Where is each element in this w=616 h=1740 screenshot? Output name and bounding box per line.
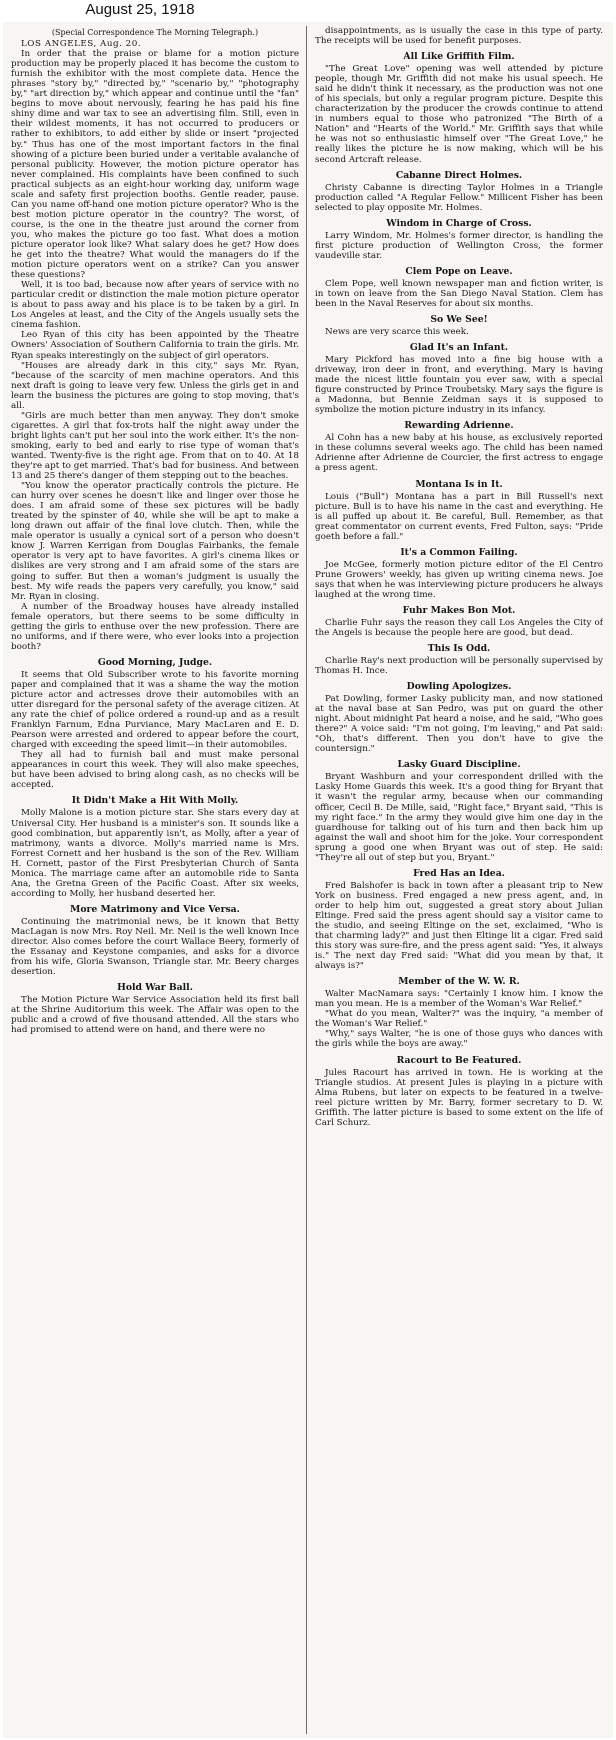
article-heading: Rewarding Adrienne. bbox=[404, 420, 514, 432]
article-paragraph: Al Cohn has a new baby at his house, as exclusively reported in these columns several weeks ago. The child has been named Adrienne after Adrienne de Courcier, the first actress to engage a press agent. bbox=[315, 433, 603, 474]
dateline-paragraph bbox=[11, 39, 299, 49]
article-heading: Windom in Charge of Cross. bbox=[386, 217, 532, 229]
article-heading: It Didn't Make a Hit With Molly. bbox=[71, 795, 239, 807]
article-heading: Good Morning, Judge. bbox=[97, 656, 213, 668]
article-paragraph: Pat Dowling, former Lasky publicity man, and now stationed at the naval base at San Pedro, was put on guard the other night. About midnight Pat heard a noise, and he said, "Who goes there?" A voice said: "I'm not going, I'm leaving," and Pat said: "Oh, that's different. Then you don't have to give the countersign." bbox=[315, 694, 603, 755]
article-paragraph: News are very scarce this week. bbox=[325, 326, 469, 337]
left-column-articles bbox=[11, 49, 299, 1035]
article-paragraph: It seems that Old Subscriber wrote to his favorite morning paper and complained that it was a shame the way the motion picture actor and actresses drove their automobiles with an utter disregard for the personal safety of the average citizen. At any rate the chief of police ordered a round-up and as a result Franklyn Farnum, Edna Purviance, Mary MacLaren and E. D. Pearson were arrested and ordered to appear before the court, charged with exceeding the speed limit—in their automobiles. bbox=[11, 669, 299, 751]
article-paragraph: "Houses are already dark in this city," says Mr. Ryan, "because of the scarcity of men machine operators. And this next draft is going to leave very few. Unless the girls get in and learn the business the pictures are going to stop moving, that's all. bbox=[11, 360, 299, 411]
article-heading: Dowling Apologizes. bbox=[406, 681, 512, 693]
article-paragraph: "The Great Love" opening was well attended by picture people, though Mr. Griffith did not make his usual speech. He said he didn't think it necessary, as the production was not one of his specials, but only a regular program picture. Despite this characterization by the producer the crowds continue to attend in numbers equal to those who patronized "The Birth of a Nation" and "Hearts of the World." Mr. Griffith says that while he was not so enthusiastic himself over "The Great Love," he really likes the picture he is now making, which will be his second Artcraft release. bbox=[315, 64, 603, 165]
article-heading: Fuhr Makes Bon Mot. bbox=[402, 604, 516, 616]
article-member-of-the-w-w-r bbox=[315, 976, 603, 1049]
article-heading: Lasky Guard Discipline. bbox=[397, 759, 521, 771]
article-paragraph: The Motion Picture War Service Association held its first ball at the Shrine Auditorium this week. The Affair was open to the public and a crowd of five thousand attended. All the stars who had promised to attend were on hand, and there were no bbox=[11, 995, 299, 1036]
article-heading: Glad It's an Infant. bbox=[409, 342, 509, 354]
article-fred-has-an-idea bbox=[315, 868, 603, 971]
article-paragraph: Bryant Washburn and your correspondent drilled with the Lasky Home Guards this week. It's a good thing for Bryant that it wasn't the regular army, because when our commanding officer, Cecil B. De Mille, said, "Right face," Bryant said, "This is my right face." In the army they would give him one day in the guardhouse for talking out of his turn and then back him up against the wall and shoot him for the joke. Your correspondent sprung a good one when Bryant was out of step. He said: "They're all out of step but you, Bryant." bbox=[315, 772, 603, 863]
article-heading: Clem Pope on Leave. bbox=[405, 265, 513, 277]
article-continuation bbox=[315, 26, 603, 46]
article-paragraph: disappointments, as is usually the case in this type of party. The receipts will be used for benefit purposes. bbox=[315, 26, 603, 47]
article-heading: So We See! bbox=[430, 313, 488, 325]
article-heading: More Matrimony and Vice Versa. bbox=[70, 903, 240, 915]
article-paragraph: Clem Pope, well known newspaper man and fiction writer, is in town on leave from the San Diego Naval Station. Clem has been in the Naval Reserves for about six months. bbox=[315, 278, 603, 309]
correspondence-credit: (Special Correspondence The Morning Telegraph.) bbox=[51, 28, 259, 37]
article-paragraph: Molly Malone is a motion picture star. She stars every day at Universal City. Her husband is a minister's son. It sounds like a good combination, but apparently isn't, as Molly, after a year of matrimony, wants a divorce. Molly's married name is Mrs. Forrest Cornett and her husband is the son of the Rev. William H. Cornett, pastor of the First Presbyterian Church of Santa Monica. The marriage came after an automobile ride to Santa Ana, the Gretna Green of the Pacific Coast. After six weeks, according to Molly, her husband deserted her. bbox=[11, 808, 299, 899]
article-glad-it-s-an-infant bbox=[315, 342, 603, 415]
article-fuhr-makes-bon-mot bbox=[315, 605, 603, 638]
article-this-is-odd bbox=[315, 643, 603, 676]
article-paragraph: Charlie Ray's next production will be personally supervised by Thomas H. Ince. bbox=[315, 656, 603, 677]
article-continuation bbox=[11, 49, 299, 652]
article-paragraph: Christy Cabanne is directing Taylor Holmes in a Triangle production called "A Regular Fellow." Millicent Fisher has been selected to play opposite Mr. Holmes. bbox=[315, 182, 603, 213]
article-heading: It's a Common Failing. bbox=[400, 546, 518, 558]
article-paragraph: Continuing the matrimonial news, be it known that Betty MacLagan is now Mrs. Roy Neil. Mr. Neil is the well known Ince director. Also comes before the court Wallace Beery, formerly of the Essanay and Keystone companies, and asks for a divorce from his wife, Gloria Swanson, Triangle star. Mr. Beery charges desertion. bbox=[11, 916, 299, 978]
article-paragraph: Well, it is too bad, because now after years of service with no particular credit or distinction the male motion picture operator is about to pass away and his place is to be taken by a girl. In Los Angeles at least, and the City of the Angels usually sets the cinema fashion. bbox=[11, 280, 299, 331]
article-hold-war-ball bbox=[11, 982, 299, 1035]
article-good-morning-judge bbox=[11, 657, 299, 791]
article-heading: Member of the W. W. R. bbox=[398, 976, 520, 988]
column-divider bbox=[306, 26, 307, 1734]
article-more-matrimony-and-vice-versa bbox=[11, 904, 299, 977]
article-heading: All Like Griffith Film. bbox=[403, 51, 515, 63]
article-paragraph: Walter MacNamara says: "Certainly I know him. I know the man you mean. He is a member of the Woman's War Relief." bbox=[315, 989, 603, 1010]
article-clem-pope-on-leave bbox=[315, 266, 603, 309]
article-paragraph: Fred Balshofer is back in town after a pleasant trip to New York on business. Fred engaged a new press agent, and, in order to help him out, suggested a great story about Julian Eltinge. Fred said the press agent should say a visitor came to the studio, and seeing Eltinge on the set, exclaimed, "Who is that charming lady?" and just then Eltinge lit a cigar. Fred said this story was sure-fire, and the press agent said: "Yes, it always is." The next day Fred said: "What did you mean by that, it always is?" bbox=[315, 880, 603, 972]
article-cabanne-direct-holmes bbox=[315, 170, 603, 213]
article-paragraph: Louis ("Bull") Montana has a part in Bill Russell's next picture. Bull is to have his name in the cast and everything. He is all puffed up about it. Be careful, Bull. Remember, as that great commentator on current events, Fred Fulton, says: "Pride goeth before a fall." bbox=[315, 491, 603, 542]
article-paragraph: In order that the praise or blame for a motion picture production may be properly placed it has become the custom to furnish the exhibitor with the most complete data. Hence the phrases "story by," "directed by," "scenario by," "photography by," "art direction by," which appear and continue until the "fan" begins to move about nervously, fearing he has paid his fine shiny dime and war tax to see an advertising film. Still, even in their wildest moments, it has not occurred to producers or rather to exhibitors, to add either by slide or insert "projected by." Thus has one of the most important factors in the final showing of a picture been buried under a veritable avalanche of personal publicity. However, the motion picture operator has never complained. His complaints have been confined to such practical subjects as an eight-hour working day, uniform wage scale and safety first projection booths. Gentle reader, pause. Can you name off-hand one motion picture operator? Who is the best motion picture operator in the country? The worst, of course, is the one in the theatre just around the corner from you, who makes the picture go too fast. What does a motion picture operator look like? What salary does he get? How does he get into the theatre? What would the managers do if the motion picture operators went on a strike? Can you answer these questions? bbox=[11, 49, 299, 281]
article-it-s-a-common-failing bbox=[315, 547, 603, 600]
article-so-we-see bbox=[315, 314, 603, 337]
article-heading: Cabanne Direct Holmes. bbox=[395, 169, 523, 181]
article-paragraph: "You know the operator practically controls the picture. He can hurry over scenes he doesn't like and linger over those he does. I am afraid some of these sex pictures will be badly treated by the spinster of 40, while she will be apt to make a long drawn out affair of the final love clutch. Then, while the male operator is usually a cynical sort of a person who doesn't know J. Warren Kerrigan from Douglas Fairbanks, the female operator is very apt to have favorites. A girl's cinema likes or dislikes are very strong and I am afraid some of the stars are going to suffer. But then a woman's judgment is usually the best. My wife reads the papers very carefully, you know," said Mr. Ryan in closing. bbox=[11, 481, 299, 602]
article-paragraph: Leo Ryan of this city has been appointed by the Theatre Owners' Association of Southern California to train the girls. Mr. Ryan speaks interestingly on the subject of girl operators. bbox=[11, 330, 299, 361]
left-column bbox=[11, 26, 299, 1738]
dateline: LOS ANGELES, Aug. 20. bbox=[21, 39, 142, 50]
article-paragraph: Joe McGee, formerly motion picture editor of the El Centro Prune Growers' weekly, has given up writing cinema news. Joe says that when he was interviewing picture producers he always laughed at the wrong time. bbox=[315, 559, 603, 600]
article-windom-in-charge-of-cross bbox=[315, 218, 603, 261]
article-heading: Hold War Ball. bbox=[117, 982, 193, 994]
article-heading: Racourt to Be Featured. bbox=[396, 1054, 522, 1066]
article-it-didn-t-make-a-hit-with-molly bbox=[11, 795, 299, 898]
article-heading: Fred Has an Idea. bbox=[413, 867, 505, 879]
article-dowling-apologizes bbox=[315, 681, 603, 754]
article-paragraph: Jules Racourt has arrived in town. He is working at the Triangle studios. At present Jules is playing in a picture with Alma Rubens, but later on expects to be featured in a twelve-reel picture written by Mr. Barry, former secretary to D. W. Griffith. The latter picture is based to some extent on the life of Carl Schurz. bbox=[315, 1067, 603, 1128]
right-column bbox=[315, 26, 603, 1738]
article-paragraph: They all had to furnish bail and must make personal appearances in court this week. They will also make speeches, but have been advised to bring along cash, as no checks will be accepted. bbox=[11, 750, 299, 791]
article-paragraph: Charlie Fuhr says the reason they call Los Angeles the City of the Angels is because the people here are good, but dead. bbox=[315, 617, 603, 638]
page-date: August 25, 1918 bbox=[85, 1, 195, 18]
article-paragraph: "Girls are much better than men anyway. They don't smoke cigarettes. A girl that fox-trots half the night away under the bright lights can't put her soul into the work either. It's the non-smoking, early to bed and early to rise type of woman that's wanted. Twenty-five is the right age. From that on to 40. At 18 they're apt to get married. That's bad for business. And between 13 and 25 there's danger of them stepping out to the beaches. bbox=[11, 410, 299, 482]
right-column-articles bbox=[315, 26, 603, 1128]
article-all-like-griffith-film bbox=[315, 51, 603, 164]
article-paragraph: A number of the Broadway houses have already installed female operators, but there seems to be some difficulty in getting the girls to enthuse over the new profession. There are no uniforms, and if there were, who ever looks into a projection booth? bbox=[11, 601, 299, 652]
article-paragraph: "What do you mean, Walter?" was the inquiry, "a member of the Woman's War Relief." bbox=[315, 1009, 603, 1030]
article-heading: This Is Odd. bbox=[427, 643, 491, 655]
newspaper-clipping bbox=[3, 22, 613, 1738]
article-heading: Montana Is in It. bbox=[415, 478, 503, 490]
article-racourt-to-be-featured bbox=[315, 1055, 603, 1128]
article-montana-is-in-it bbox=[315, 479, 603, 542]
article-paragraph: "Why," says Walter, "he is one of those guys who dances with the girls while the boys are away." bbox=[315, 1029, 603, 1050]
article-lasky-guard-discipline bbox=[315, 759, 603, 862]
article-paragraph: Mary Pickford has moved into a fine big house with a driveway, iron deer in front, and everything. Mary is having made the nicest little fountain you ever saw, with a special figure constructed by Prince Troubetsky. Mary says the figure is a Madonna, but Bennie Zeidman says it is supposed to symbolize the motion picture industry in its infancy. bbox=[315, 355, 603, 416]
article-paragraph: Larry Windom, Mr. Holmes's former director, is handling the first picture production of Wellington Cross, the former vaudeville star. bbox=[315, 230, 603, 261]
article-rewarding-adrienne bbox=[315, 420, 603, 473]
